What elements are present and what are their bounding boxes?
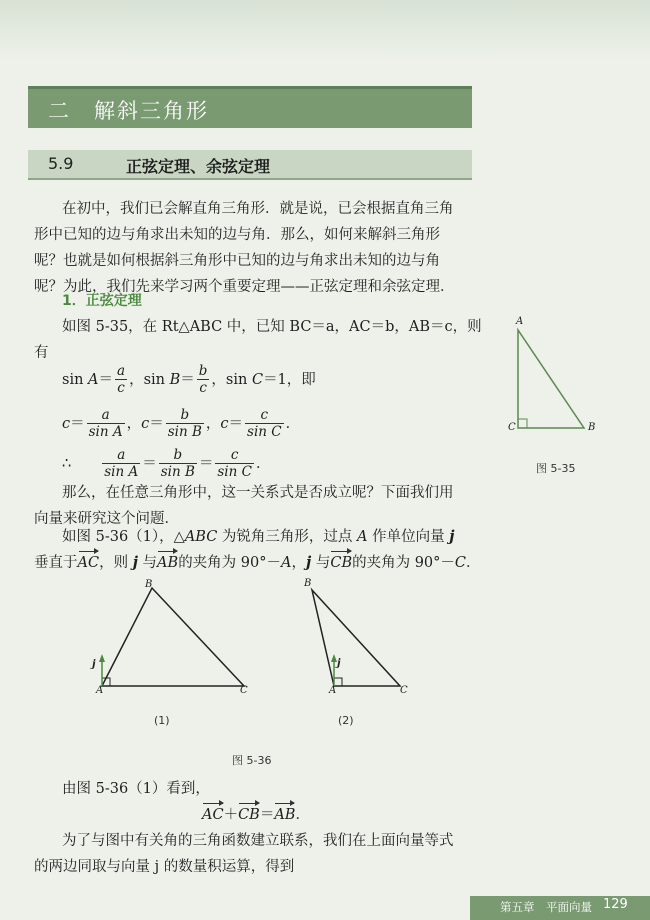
fig536-1-label-c: C xyxy=(240,685,248,696)
fig536-1-label-j: j xyxy=(92,659,96,670)
intro-line-2: 形中已知的边与角求出未知的边与角．那么，如何来解斜三角形 xyxy=(34,227,440,243)
figure-5-36-sub1: (1) xyxy=(154,714,170,727)
page-header-band xyxy=(0,0,650,60)
paragraph-2-line-1: 那么，在任意三角形中，这一关系式是否成立呢？下面我们用 xyxy=(62,485,454,501)
fig535-label-c: C xyxy=(508,422,516,433)
fig536-2-label-b: B xyxy=(304,578,312,589)
figure-5-36-2-obtuse-triangle xyxy=(300,580,420,700)
figure-5-36-1-acute-triangle xyxy=(90,580,260,700)
fig536-2-label-c: C xyxy=(400,685,408,696)
figure-5-35-triangle xyxy=(500,318,600,438)
section-banner xyxy=(28,150,472,180)
last-paragraph-line-1: 为了与图中有关角的三角函数建立联系，我们在上面向量等式 xyxy=(62,833,454,849)
section-title: 正弦定理、余弦定理 xyxy=(126,157,271,176)
fig536-2-label-a: A xyxy=(329,685,337,696)
chapter-banner xyxy=(28,86,472,128)
intro-line-4: 呢？为此，我们先来学习两个重要定理——正弦定理和余弦定理． xyxy=(34,279,455,295)
last-paragraph-line-2: 的两边同取与向量 j 的数量积运算，得到 xyxy=(34,859,295,875)
subheading-sine-law: 1．正弦定理 xyxy=(62,293,142,309)
paragraph-3-line-2: 垂直于AC，则 j 与AB的夹角为 90°－A，j 与CB的夹角为 90°－C． xyxy=(34,550,481,576)
fig535-label-a: A xyxy=(516,316,524,327)
paragraph-3-line-1: 如图 5-36（1），△ABC 为锐角三角形，过点 A 作单位向量 j xyxy=(62,528,455,545)
intro-line-3: 呢？也就是如何根据斜三角形中已知的边与角求出未知的边与角 xyxy=(34,253,440,269)
seen-from-figure-text: 由图 5-36（1）看到， xyxy=(62,781,210,797)
page-number: 129 xyxy=(603,897,628,912)
intro-line-1: 在初中，我们已会解直角三角形．就是说，已会根据直角三角 xyxy=(62,201,454,217)
paragraph-2-line-2: 向量来研究这个问题． xyxy=(34,511,179,527)
section-number: 5.9 xyxy=(48,154,74,173)
fig536-1-label-a: A xyxy=(96,685,104,696)
formula-sine-ratios: sin A＝ $\frac{a}{c}$ ，sin B＝ $\frac{b}{c}$ ，sin C＝1，即 xyxy=(62,363,316,396)
fig536-1-label-b: B xyxy=(145,579,153,590)
fig536-2-label-j: j xyxy=(337,658,341,669)
therefore-symbol: ∴ xyxy=(62,456,72,472)
vector-equation: AC＋CB＝AB． xyxy=(202,802,310,828)
formula-sine-law: ∴ $\frac{a}{\text{sin A}}$ ＝ $\frac{b}{\text{sin B}}$ ＝ $\frac{c}{\text{sin C}}$ ． xyxy=(62,447,271,480)
figure-5-35-caption: 图 5-35 xyxy=(536,462,576,475)
figure-5-36-caption: 图 5-36 xyxy=(232,754,272,767)
figure-5-36-sub2: (2) xyxy=(338,714,354,727)
chapter-title: 二 解斜三角形 xyxy=(48,99,209,123)
formula-c-equal: c＝ $\frac{a}{\text{sin A}}$ ，c＝ $\frac{b}{\text{sin B}}$ ，c＝ $\frac{c}{\text{sin C}}$ ． xyxy=(62,407,301,440)
footer-chapter: 第五章 平面向量 xyxy=(500,900,592,914)
fig535-label-b: B xyxy=(588,422,596,433)
paragraph-1-line-1: 如图 5-35，在 Rt△ABC 中，已知 BC＝a，AC＝b，AB＝c，则 xyxy=(62,319,482,335)
paragraph-1-line-2: 有 xyxy=(34,345,49,361)
